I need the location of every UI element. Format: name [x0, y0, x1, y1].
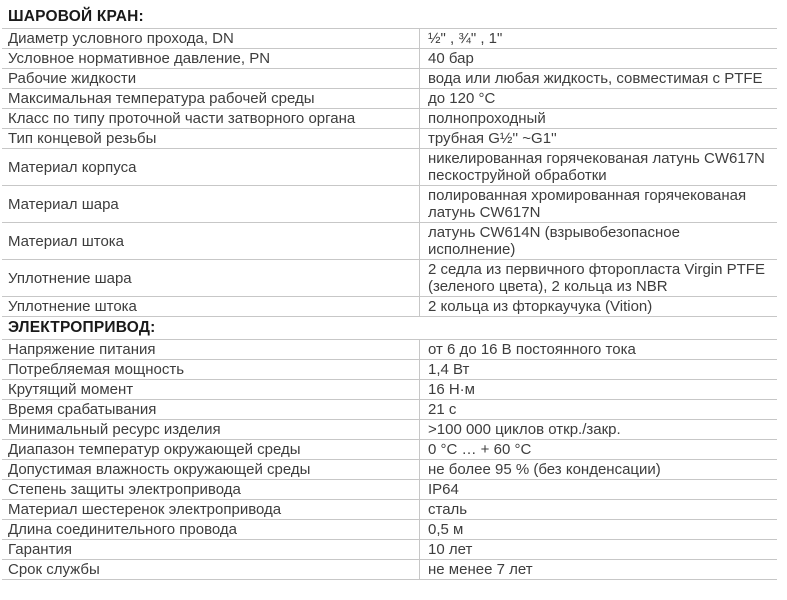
row-label: Время срабатывания [8, 401, 157, 418]
row-label: Степень защиты электропривода [8, 481, 241, 498]
row-label: Допустимая влажность окружающей среды [8, 461, 311, 478]
row-label: Тип концевой резьбы [8, 130, 157, 147]
row-value: 1,4 Вт [419, 360, 777, 379]
spec-row [2, 129, 777, 149]
row-value: 10 лет [419, 540, 777, 559]
spec-row [2, 540, 777, 560]
section-actuator [2, 317, 777, 580]
row-value: не менее 7 лет [419, 560, 777, 579]
row-value: латунь CW614N (взрывобезопасное исполнение) [419, 223, 777, 259]
row-value: IP64 [419, 480, 777, 499]
row-value: трубная G½'' ~G1'' [419, 129, 777, 148]
spec-row [2, 186, 777, 223]
spec-row [2, 149, 777, 186]
row-value: 0,5 м [419, 520, 777, 539]
row-value: 0 °C … + 60 °C [419, 440, 777, 459]
spec-row [2, 560, 777, 580]
spec-row [2, 360, 777, 380]
spec-row [2, 89, 777, 109]
row-value: не более 95 % (без конденсации) [419, 460, 777, 479]
section-title-ball-valve: ШАРОВОЙ КРАН: [2, 6, 777, 29]
row-label: Максимальная температура рабочей среды [8, 90, 315, 107]
row-label: Материал корпуса [8, 158, 137, 176]
row-value: от 6 до 16 В постоянного тока [419, 340, 777, 359]
row-label: Напряжение питания [8, 341, 156, 358]
row-value: полнопроходный [419, 109, 777, 128]
spec-row [2, 69, 777, 89]
row-label: Гарантия [8, 541, 72, 558]
spec-row [2, 500, 777, 520]
row-label: Класс по типу проточной части затворного органа [8, 110, 356, 127]
spec-row [2, 109, 777, 129]
row-label: Материал шестеренок электропривода [8, 501, 282, 518]
spec-row [2, 480, 777, 500]
row-value: сталь [419, 500, 777, 519]
row-label: Условное нормативное давление, PN [8, 50, 271, 67]
row-label: Диапазон температур окружающей среды [8, 441, 301, 458]
row-label: Крутящий момент [8, 381, 134, 398]
row-value: до 120 °C [419, 89, 777, 108]
row-value: никелированная горячекованая латунь CW617N пескоструйной обработки [419, 149, 777, 185]
section-title-actuator: ЭЛЕКТРОПРИВОД: [2, 317, 777, 340]
spec-table [2, 6, 777, 580]
row-value: полированная хромированная горячекованая латунь CW617N [419, 186, 777, 222]
spec-row [2, 460, 777, 480]
row-label: Минимальный ресурс изделия [8, 421, 221, 438]
row-label: Материал шара [8, 195, 119, 213]
row-label: Материал штока [8, 232, 125, 250]
row-value: >100 000 циклов откр./закр. [419, 420, 777, 439]
spec-row [2, 440, 777, 460]
row-label: Уплотнение шара [8, 269, 132, 287]
row-label: Диаметр условного прохода, DN [8, 30, 234, 47]
spec-row [2, 223, 777, 260]
spec-row [2, 400, 777, 420]
spec-row [2, 380, 777, 400]
rows-actuator [2, 340, 777, 580]
spec-row [2, 260, 777, 297]
row-value: 40 бар [419, 49, 777, 68]
spec-row [2, 29, 777, 49]
row-value: ½" , ¾" , 1" [419, 29, 777, 48]
row-value: 21 с [419, 400, 777, 419]
row-label: Потребляемая мощность [8, 361, 185, 378]
row-value: 16 Н·м [419, 380, 777, 399]
spec-row [2, 49, 777, 69]
spec-row [2, 520, 777, 540]
row-label: Длина соединительного провода [8, 521, 238, 538]
row-value: вода или любая жидкость, совместимая с PTFE [419, 69, 777, 88]
spec-row [2, 297, 777, 317]
rows-ball-valve [2, 29, 777, 317]
spec-row [2, 340, 777, 360]
row-label: Уплотнение штока [8, 298, 137, 315]
section-ball-valve [2, 6, 777, 317]
row-value: 2 седла из первичного фторопласта Virgin PTFE (зеленого цвета), 2 кольца из NBR [419, 260, 777, 296]
row-label: Срок службы [8, 561, 100, 578]
row-label: Рабочие жидкости [8, 70, 137, 87]
row-value: 2 кольца из фторкаучука (Vition) [419, 297, 777, 316]
spec-row [2, 420, 777, 440]
